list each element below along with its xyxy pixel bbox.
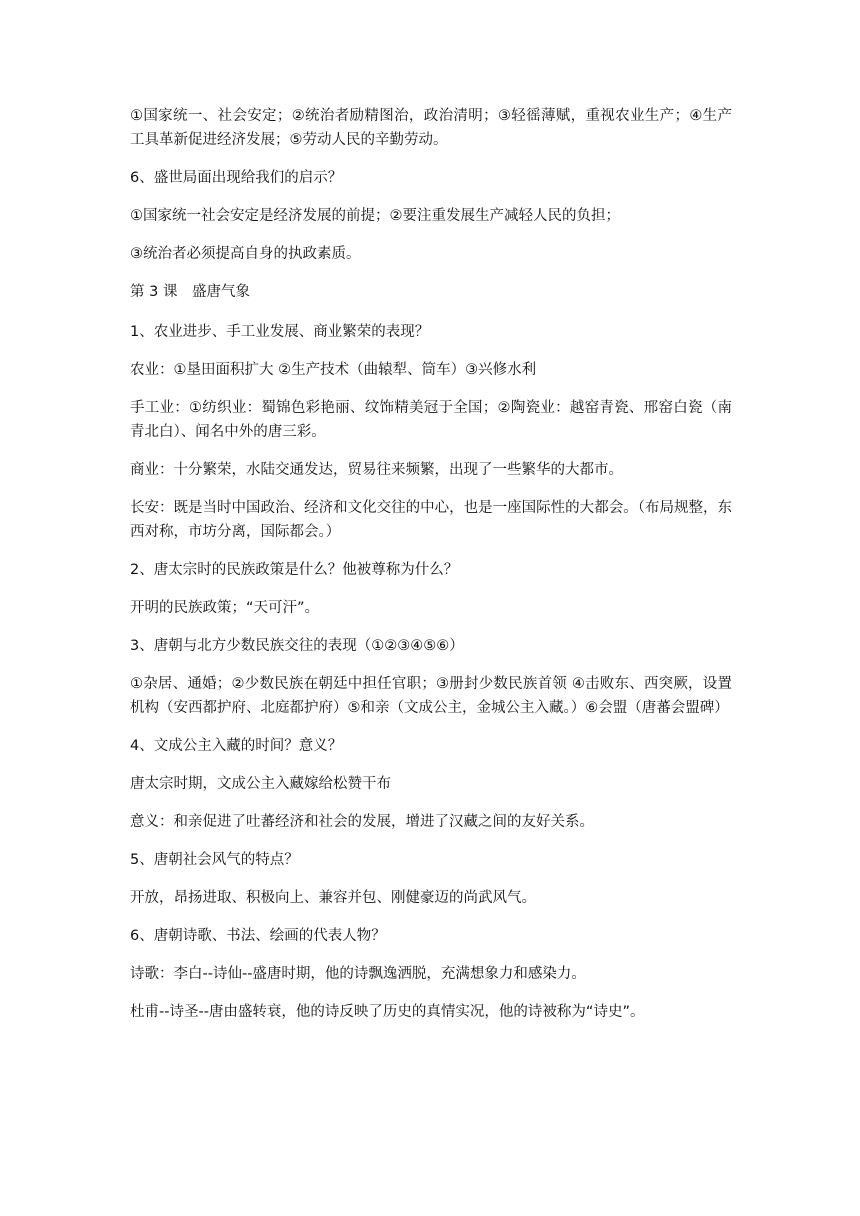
answer-li-bai: 诗歌：李白--诗仙--盛唐时期，他的诗飘逸洒脱，充满想象力和感染力。 [130, 966, 586, 982]
answer-du-fu: 杜甫--诗圣--唐由盛转衰，他的诗反映了历史的真情实况，他的诗被称为“诗史”。 [130, 1004, 645, 1020]
paragraph-causes-of-prosperity: ①国家统一、社会安定；②统治者励精图治，政治清明；③轻徭薄赋，重视农业生产；④生产工具革新促进经济发展；⑤劳动人民的辛勤劳动。 [130, 108, 732, 148]
question-social-customs: 5、唐朝社会风气的特点？ [130, 852, 299, 868]
answer-princess-wencheng-significance: 意义：和亲促进了吐蕃经济和社会的发展，增进了汉藏之间的友好关系。 [130, 814, 594, 830]
answer-changan: 长安：既是当时中国政治、经济和文化交往的中心，也是一座国际性的大都会。（布局规整，东西对称，市坊分离，国际都会。） [130, 500, 732, 540]
question-economy: 1、农业进步、手工业发展、商业繁荣的表现？ [130, 324, 430, 340]
answer-enlightenment-1: ①国家统一社会安定是经济发展的前提；②要注重发展生产减轻人民的负担； [130, 208, 620, 224]
answer-social-customs: 开放，昂扬进取、积极向上、兼容并包、刚健豪迈的尚武风气。 [130, 890, 536, 906]
answer-enlightenment-2: ③统治者必须提高自身的执政素质。 [130, 246, 361, 262]
question-representative-figures: 6、唐朝诗歌、书法、绘画的代表人物？ [130, 928, 386, 944]
answer-princess-wencheng-time: 唐太宗时期，文成公主入藏嫁给松赞干布 [130, 776, 391, 792]
document-body [130, 104, 732, 1038]
answer-ethnic-policy: 开明的民族政策；“天可汗”。 [130, 600, 320, 616]
question-ethnic-policy: 2、唐太宗时的民族政策是什么？他被尊称为什么？ [130, 562, 459, 578]
question-princess-wencheng: 4、文成公主入藏的时间？意义？ [130, 738, 343, 754]
answer-handicraft: 手工业：①纺织业：蜀锦色彩艳丽、纹饰精美冠于全国；②陶瓷业：越窑青瓷、邢窑白瓷（南青北白）、闻名中外的唐三彩。 [130, 400, 732, 440]
question-northern-relations: 3、唐朝与北方少数民族交往的表现（①②③④⑤⑥） [130, 638, 464, 654]
answer-agriculture: 农业：①垦田面积扩大 ②生产技术（曲辕犁、筒车）③兴修水利 [130, 362, 537, 378]
lesson-heading: 第 3 课 盛唐气象 [130, 284, 250, 300]
question-enlightenment: 6、盛世局面出现给我们的启示？ [130, 170, 343, 186]
answer-commerce: 商业：十分繁荣，水陆交通发达，贸易往来频繁，出现了一些繁华的大都市。 [130, 462, 623, 478]
answer-northern-relations: ①杂居、通婚；②少数民族在朝廷中担任官职；③册封少数民族首领 ④击败东、西突厥，设置机构（安西都护府、北庭都护府）⑤和亲（文成公主，金城公主入藏。）⑥会盟（唐蕃会盟碑） [130, 676, 732, 716]
